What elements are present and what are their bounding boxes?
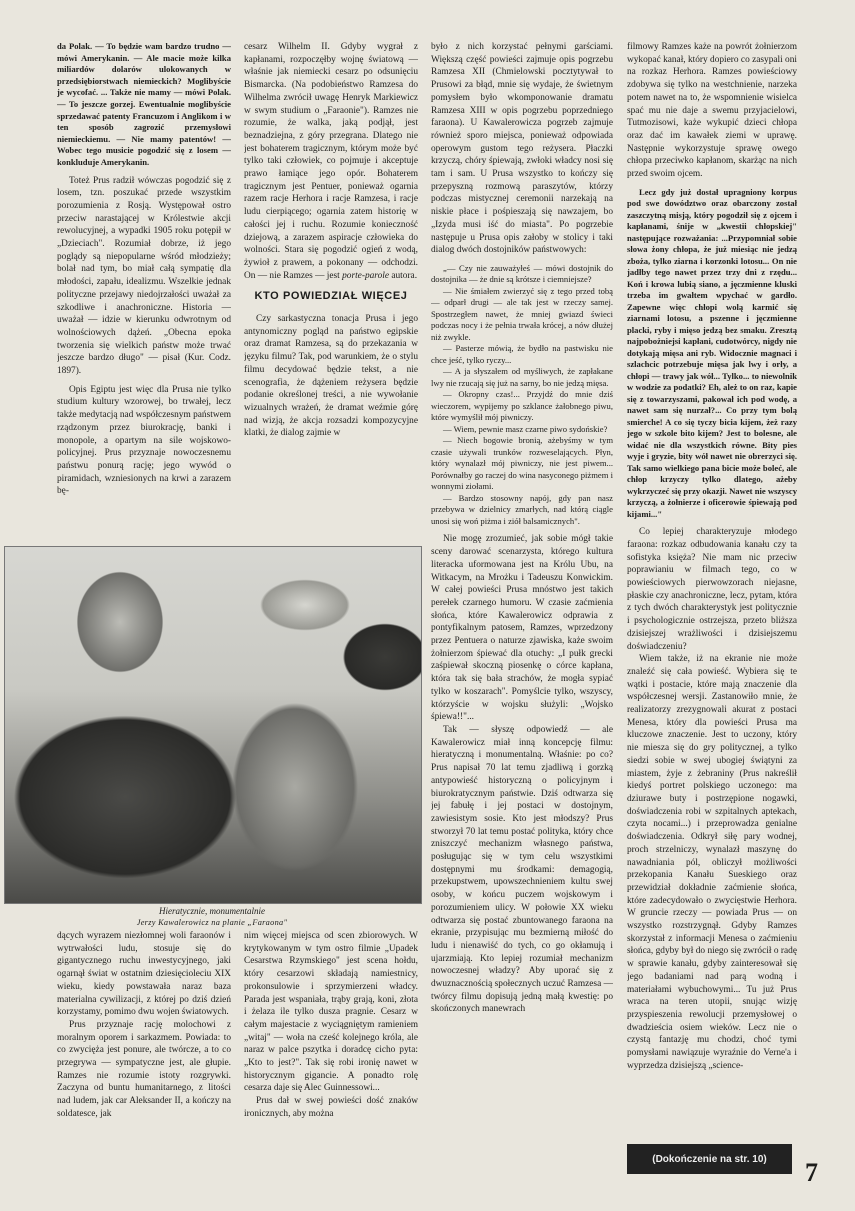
dialogue-line: — Niech bogowie bronią, ażebyśmy w tym czasie używali trunków rozweselających. Płyn, który wynalazł mój piwniczy, nie jest piwem... Porównałby go raczej do wina nasyconego piżmem i wonnymi ziołami. [431,435,613,492]
quoted-passage: Lecz gdy już dostał upragniony korpus pod swe dowództwo oraz obarczony został zaszczytną misją, który pogodził się z ojcem i kapłanami, śnije w „kwestii chłopskiej" następujące rozważania: ...Przypomniał sobie słowa żony chłopa, że już miesiąc nie jedzą zboża, tylko ziarna i korzonki lotosu... On nie jadłby tego nawet przez trzy dni z rzędu... Koń i krowa lubią siano, a jęczmienne kluski trzeba im gwałtem wpychać w gardło. Zapewne więc chłopi wolą karmić się ziarnami lotosu, a pszenne i jęczmienne placki, ryby i mięso jedzą bez smaku. Zresztą najpobożniejsi kapłani, cudotwórcy, nigdy nie dotykają mięsa ani ryb. Widocznie magnaci i szlachcic potrzebuje mięsa jak lwy i orły, a chłopi — trawy jak wół... Tylko... to niewolnik w wodzie za podatki? Eh, ależ to on raz, kapie się z towarzyszami, pakował ich pod wodę, a nawet sam się nurzał?... Co przy tym bolą smierche! A co się tyczy bicia kijem, żeż razy jego w szkole bito kijem? Jest to bolesne, ale widać nie dla wszystkich równe. Bity pies wyje i gryzie, bity wół nawet nie obrerzyci się. Tak samo wielkiego pana bicie może boleć, ale chłop krzyczy tylko dlatego, ażeby wykrzyczeć się przy okazji. Nawet nie wszyscy krzyczą, a żołnierze i oficerowie śpiewają pod kijami..." [627,186,797,519]
paragraph: Czy sarkastyczna tonacja Prusa i jego antynomiczny pogląd na państwo egipskie oraz dramat Ramzesa, są do przekazania w języku filmu? Tak, pod warunkiem, że o stylu filmu decydować będzie tekst, a nie scenografia, że dążeniem reżysera będzie podanie określonej treści, a nie wywołanie wizualnych wrażeń, że dramat weźmie górę nad wizją, że akcja rozsadzi kompozycyjne klatki, że dialog zajmie w [244,314,418,439]
dialogue-line: „— Czy nie zauważyłeś — mówi dostojnik do dostojnika — że dnie są krótsze i ciemniejsze? [431,262,613,285]
column-1-top [57,41,231,541]
paragraph: filmowy Ramzes każe na powrót żołnierzom wykopać kanał, który dopiero co zasypali oni na rozkaz Herhora. Ramzes powieściowy zdobywa się tylko na westchnienie, narzeka potem nawet na to, że wspomnienie wisielca spać mu nie daje a swemu przyjacielowi, Tutmozisowi, każe wykupić dzieci chłopa oraz dać im kawałek ziemi w uprawę. Następnie wykorzystuje sprawę owego chłopa przeciwko kapłanom, skarżąc na nich przed swoim ojcem. [627,42,797,180]
paragraph: było z nich korzystać pełnymi garściami. Większą część powieści zajmuje opis pogrzebu Ramzesa XII (Chmielowski pocztytywał to Prusowi za błąd, mnie się wydaje, że świetnym pomysłem było wkomponowanie dramatu Ramzesa XIII w opis pogrzebu poprzedniego faraona). U Kawalerowicza pogrzeb zajmuje również sporo miejsca, ponieważ odpowiada operowym gustom tego reżysera. Płaczki krzyczą, chóry śpiewają, zwłoki władcy nosi się tam i sam. U Prusa wszystko to kończy się przepyszną rozmową paraszytów, którzy podczas mistycznej ceremonii narzekają na niskie płace i pośpieszają się nawzajem, bo „Izyda musi iść do miasta". Po pogrzebie następuje u Prusa opis załoby w stolicy i taki dialog dwóch dostojników państwowych: [431,42,613,256]
column-4 [627,41,797,1141]
emphasis: porte-parole [342,270,389,281]
paragraph: nim więcej miejsca od scen zbiorowych. W krytykowanym w tym ostro filmie „Upadek Cesarstwa Rzymskiego" jest scena hołdu, który cesarzowi składają namiestnicy, prokonsulowie i sprzymierzeni władcy. Parada jest wspaniała, trąby grają, koni, złota i żelaza ile tylko dusza pragnie. Cesarz w całym majestacie z wyciągniętym ramieniem „witaj" — woła na cześć kolejnego króla, ale naraz w palce pszytka i doradcę cicho pyta: „Kto to jest?". Tak się robi ironię nawet w historycznym gigancie. A ponadto rolę cesarza daje się Alec Guinnessowi... [244,931,418,1094]
dialogue-line: — Okropny czas!... Przyjdź do mnie dziś wieczorem, wypijemy po szklance żałobnego piwu, które wymyślił mój piwniczy. [431,389,613,423]
dialogue-line: — Wiem, pewnie masz czarne piwo sydońskie? [443,423,608,434]
page-number: 7 [805,1158,818,1187]
paragraph: Wiem także, iż na ekranie nie może znaleźć się cała powieść. Wybiera się te wątki i postacie, które mają znaczenie dla współczesnej wersji. Zastanowiło mnie, że realizatorzy zrezygnowali akurat z postaci Menesa, który dla powieści Prusa ma kluczowe znaczenie. Jest to uczony, który nie miesza się do gry politycznej, a tylko siedzi sobie w swej ubogiej świątyni za miastem, żyje z żebraniny (Prus nakreślił kiedyś portret polskiego uczonego: ma dziurawe buty i postrzępione nogawki, doświadczenia robi w szpitalnych aptekach, czyta nocami...) i przeprowadza genialne doświadczenia. Odkrył siłę pary wodnej, proch strzelniczy, wynalazł maszynę do nawadniania pól, obliczył możliwości przekopania Kanału Sueskiego oraz przewidział dokładnie zaćmienie słońca, które zadecydowało o zwycięstwie Herhora. W gruncie rzeczy — powiada Prus — on wszystko rozstrzygnął. Gdyby Ramzes skorzystał z informacji Menesa o zaćmieniu słońca, gdyby był do niego się zwrócił o radę w sprawie kanału, gdyby zainteresował się jego badaniami nad parą wodną i materiałami wybuchowymi... Tu już Prus wraca na teren utopii, snując wizję przyspieszenia rewolucji przemysłowej o dwadzieścia osiem wieków. Lecz nie o czystą fantazję mu chodzi, choć tymi pomysłami nawiązuje wyraźnie do Verne'a i wyprzedza dzisiejszą „science- [627,654,797,1071]
column-3 [431,41,613,1193]
dialogue-line: — A ja słyszałem od myśliwych, że zapłakane lwy nie rzucają się już na sarny, bo nie jedzą mięsa. [431,366,613,388]
paragraph: Prus dał w swej powieści dość znaków ironicznych, aby można [244,1096,418,1119]
section-heading: KTO POWIEDZIAŁ WIĘCEJ [254,290,408,303]
caption-subtitle: Jerzy Kawalerowicz na planie „Faraona" [136,918,288,927]
dialogue-line: — Bardzo stosowny napój, gdy pan nasz przebywa w dzielnicy zmarłych, nad którą ciągle unosi się woń piżma i ziół balsamicznych". [431,492,613,526]
photo-caption [4,906,420,928]
paragraph: Co lepiej charakteryzuje młodego faraona: rozkaz odbudowania kanału czy ta sofistyka księża? Nie mam nic przeciw poprawianiu w filmach tego, co w powieściowych pierwowzorach niejasne, płaskie czy anachroniczne, lecz, pytam, która z tych dwóch charakterystyk jest politycznie i psychologicznie ostrzejsza, przeto bliższa dzisiejszej wrażliwości i dzisiejszemu doświadczeniu? [627,527,797,652]
paragraph: Tak — słyszę odpowiedź — ale Kawalerowicz miał inną koncepcję filmu: hieratyczną i monumentalną. Właśnie: po co? Prus napisał 70 lat temu zjadliwą i gorzką antypowieść historyczną o policyjnym i biurokratycznym państwie. Dziś odtwarza się jej fabułę i jej postaci w dostojnym, zawiesistym sosie. Kto jest młodszy? Prus stworzył 70 lat temu postać polityka, który chce zniszczyć mechanizm własnego państwa, posługując się w tym celu wszystkimi dostępnymi mu środkami: demagogią, przekupstwem, upowszechnieniem kultu swej osoby, w końcu puczem wojskowym i porozumieniem ulicy. W połowie XX wieku odtwarza się postać zbuntowanego faraona na ekranie, przypisując mu bezmierną miłość do ludu i nienawiść do tych, co go okłamują i ujarzmiają. Kto lepiej rozumiał mechanizm nowoczesnej władzy? Aby uporać się z dwuznacznością społecznych uczuć Ramzesa — twórcy filmu dopisują jedną małą kwestię: po skończonych manewrach [431,725,613,1015]
column-2-bottom [244,930,418,1192]
film-set-photo [4,546,422,904]
dialogue-quote: da Polak. — To będzie wam bardzo trudno — mówi Amerykanin. — Ale macie może kilka miliardów dolarów ulokowanych w przedsiębiorstwach niemieckich? Moglibyście je wycofać. ... Także nie mamy — mówi Polak. — To jeszcze gorzej. Ewentualnie moglibyście sprzedawać patenty Francuzom i Anglikom i w ten sposób zagrozić przemysłowi niemieckiemu. — Nie mamy patentów! — Wobec tego musicie pogodzić się z losem — konkluduje Amerykanin. [57,41,231,167]
dialogue-line: — Pasterze mówią, że bydło na pastwisku nie chce jeść, tylko ryczy... [431,343,613,365]
paragraph-text: autora. [391,270,418,281]
column-1-bottom [57,930,231,1192]
continuation-note: (Dokończenie na str. 10) [627,1144,792,1174]
paragraph: Opis Egiptu jest więc dla Prusa nie tylko studium kultury wzorowej, bo trwałej, lecz także medytacją nad współczesnym państwem rządzonym przez biurokrację, banki i monopole, a opartym na sile wojskowo-policyjnej. Prus przyznaje nowoczesnemu państwu ponurą rację; jego wywód o piramidach, wzniesionych na krwi a zarazem bę- [57,384,231,497]
column-2-top [244,41,418,541]
paragraph: dących wyrazem niezłomnej woli faraonów i wytrwałości ludu, stosuje się do gigantycznego ruchu inwestycyjnego, jaki ogarnął świat w ostatnim dziesięcioleciu XIX wieku, kiedy powstawała naraz baza materialna cywilizacji, z której po dziś dzień korzystamy, pomimo dwu wojen światowych. [57,931,231,1018]
paragraph: Toteż Prus radził wówczas pogodzić się z losem, tzn. poszukać przede wszystkim porozumienia z Rosją. Występował ostro przeciw narastającej w Królestwie akcji rewolucyjnej, a wypadki 1905 roku potępił w „Dzieciach". Rozumiał dobrze, iż jego poglądy są niepopularne wśród młodzieży; bolał nad tym, bo miał całą sympatię dla młodości, zapału, idealizmu. Wszelkie jednak polityczne przejawy niedojrzałości uważał za szkodliwe i anachroniczne. Historia — uważał — idzie w kierunku odwrotnym od wolnościowych dążeń. „Obecna epoka tworzenia się wielkich państw może trwać jeszcze bardzo długo" — pisał (Kur. Codz. 1897). [57,175,231,377]
dialogue-line: — Nie śmiałem zwierzyć się z tego przed tobą — odparł drugi — ale tak jest w rzeczy samej. Spostrzegłem nawet, że mniej gwiazd świeci podczas nocy i że pełnia trwała krócej, a nów dłużej niż zwykle. [431,285,613,342]
paragraph: Nie mogę zrozumieć, jak sobie mógł takie sceny darować scenarzysta, którego kultura literacka uformowana jest na Królu Ubu, na Witkacym, na Mrożku i Tadeuszu Konwickim. W całej powieści Prusa mnóstwo jest takich perełek czarnego humoru. W czasie zaćmienia słońca, które Kawalerowicz odprawia z pontyfikalnym patosem, Ramzes, wprzedzony przez Pentuera o naturze zjawiska, każe swoim żołnierzom śpiewać dla otuchy: „I pułk grecki zaśpiewał skoczną piosenkę o córce kapłana, która tak się bała strachów, że mogła sypiać tylko w koszarach". Pomyślcie tylko, wszyscy, którzyście w wojsku służyli: „Wojsko śpiewa!!"... [431,534,613,723]
caption-title: Hieratycznie, monumentalnie [159,906,265,916]
paragraph [244,41,418,282]
paragraph: Prus przyznaje rację molochowi z moralnym oporem i sarkazmem. Powiada: to co zwycięża jest ponure, ale twórcze, a to co przegrywa — sympatyczne jest, ale głupie. Ramzes nie rozumie istoty rozgrywki. Zaczyna od buntu humanitarnego, z litości nad ludem, jak car Aleksander II, a kończy na soldatesce, jak [57,1019,231,1119]
paragraph-text: cesarz Wilhelm II. Gdyby wygrał z kapłanami, rozpoczęłby wojnę światową — właśnie jak niemiecki cesarz po odsunięciu Bismarcka. (Na podobieństwo Ramzesa do Wilhelma zwrócił uwagę Henryk Markiewicz w swym studium o „Faraonie"). Ramzes nie rozumie, że walka, jaką podjął, jest beznadziejna, z góry przegrana. Dlatego nie jest bohaterem tragicznym, którym może być tylko taki człowiek, co pojmuje i akceptuje prawo łamiące jego opór. Bohaterem tragicznym jest Pentuer, ponieważ ogarnia razem racje Herhora i racje Ramzesa, i racje ludu cierpiącego; ogarnia zatem historię w całości jej i ruchu. Rozumie konieczność dziejową, a zarazem aspiracje człowieka do wolności. Stara się pogodzić ogień z wodą, żywioł z prawem, a pokonany — odchodzi. On — nie Ramzes — jest [244,42,418,281]
